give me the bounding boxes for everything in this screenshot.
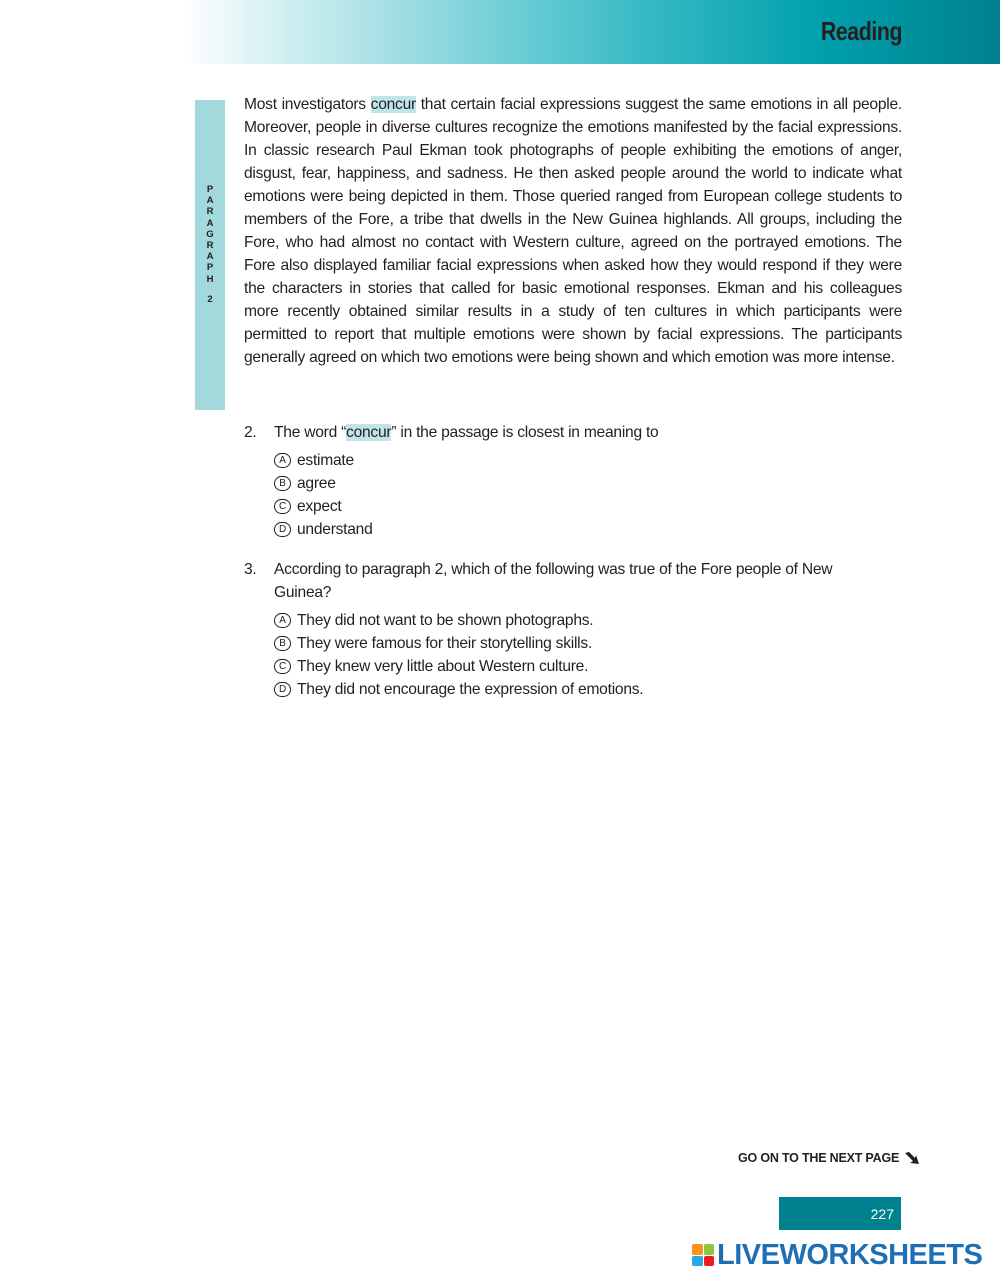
answer-options [274,449,884,541]
passage-text-start: Most investigators [244,96,371,113]
option-circle-icon[interactable]: C [274,659,291,674]
option-circle-icon[interactable]: B [274,636,291,651]
tab-letter: R [206,240,214,252]
reading-passage [244,93,902,369]
answer-option[interactable] [274,449,884,472]
option-text: estimate [297,452,354,469]
question-text-end: ” in the passage is closest in meaning to [391,424,659,441]
answer-option[interactable] [274,632,884,655]
tab-letter: P [206,262,214,274]
option-circle-icon[interactable]: D [274,522,291,537]
tab-letter: H [206,273,214,285]
option-text: They were famous for their storytelling skills. [297,635,593,652]
arrow-down-right-icon [904,1151,920,1165]
question-text-start: The word “ [274,424,347,441]
tab-letter: G [206,228,214,240]
option-circle-icon[interactable]: C [274,499,291,514]
tab-letter: P [206,184,214,195]
tab-letter: A [206,217,214,229]
passage-text-rest: that certain facial expressions suggest the same emotions in all people. Moreover, people in diverse cultures recognize the emotions manifested by the facial expressions. In classic research Paul Ekman took photographs of people exhibiting the emotions of anger, disgust, fear, happiness, and sadness. He then asked people around the world to indicate what emotions were being depicted in them. Those queried ranged from European college students to members of the Fore, a tribe that dwells in the New Guinea highlands. All groups, including the Fore, who had almost no contact with Western culture, agreed on the portrayed emotions. The Fore also displayed familiar facial expressions when asked how they would respond if they were the characters in stories that called for basic emotional responses. Ekman and his colleagues more recently obtained similar results in a study of ten cultures in which participants were permitted to report that multiple emotions were shown by facial expressions. The participants generally agreed on which two emotions were being shown and which emotion was more intense. [244,96,902,366]
brand-watermark [692,1239,982,1271]
answer-option[interactable] [274,655,884,678]
question-text: According to paragraph 2, which of the following was true of the Fore people of New Guinea? [274,561,833,601]
go-to-next-page [738,1151,920,1165]
option-text: They knew very little about Western culture. [297,658,589,675]
option-text: expect [297,498,342,515]
question-number: 2. [244,424,257,441]
answer-option[interactable] [274,678,884,701]
option-circle-icon[interactable]: D [274,682,291,697]
brand-name: LIVEWORKSHEETS [717,1238,983,1271]
section-title: Reading [820,16,902,46]
option-text: They did not want to be shown photographs. [297,612,594,629]
option-circle-icon[interactable]: A [274,613,291,628]
tab-letter: A [206,195,214,207]
go-next-label: GO ON TO THE NEXT PAGE [738,1151,900,1165]
paragraph-tab [195,100,225,410]
answer-option[interactable] [274,472,884,495]
brand-logo-icon [692,1244,714,1266]
option-text: understand [297,521,373,538]
highlighted-word: concur [346,424,392,441]
question-2 [244,421,884,541]
question-3 [244,558,884,701]
answer-option[interactable] [274,495,884,518]
page-number-box [779,1197,901,1230]
option-text: They did not encourage the expression of emotions. [297,681,644,698]
option-text: agree [297,475,336,492]
page-number: 227 [870,1205,894,1222]
answer-option[interactable] [274,609,884,632]
question-text [274,421,884,444]
answer-option[interactable] [274,518,884,541]
paragraph-tab-label [195,184,225,305]
highlighted-word: concur [370,96,416,113]
option-circle-icon[interactable]: A [274,453,291,468]
tab-letter: R [206,206,214,218]
option-circle-icon[interactable]: B [274,476,291,491]
question-number: 3. [244,561,257,578]
paragraph-number: 2 [207,293,213,305]
tab-letter: A [206,251,214,263]
answer-options [274,609,884,701]
